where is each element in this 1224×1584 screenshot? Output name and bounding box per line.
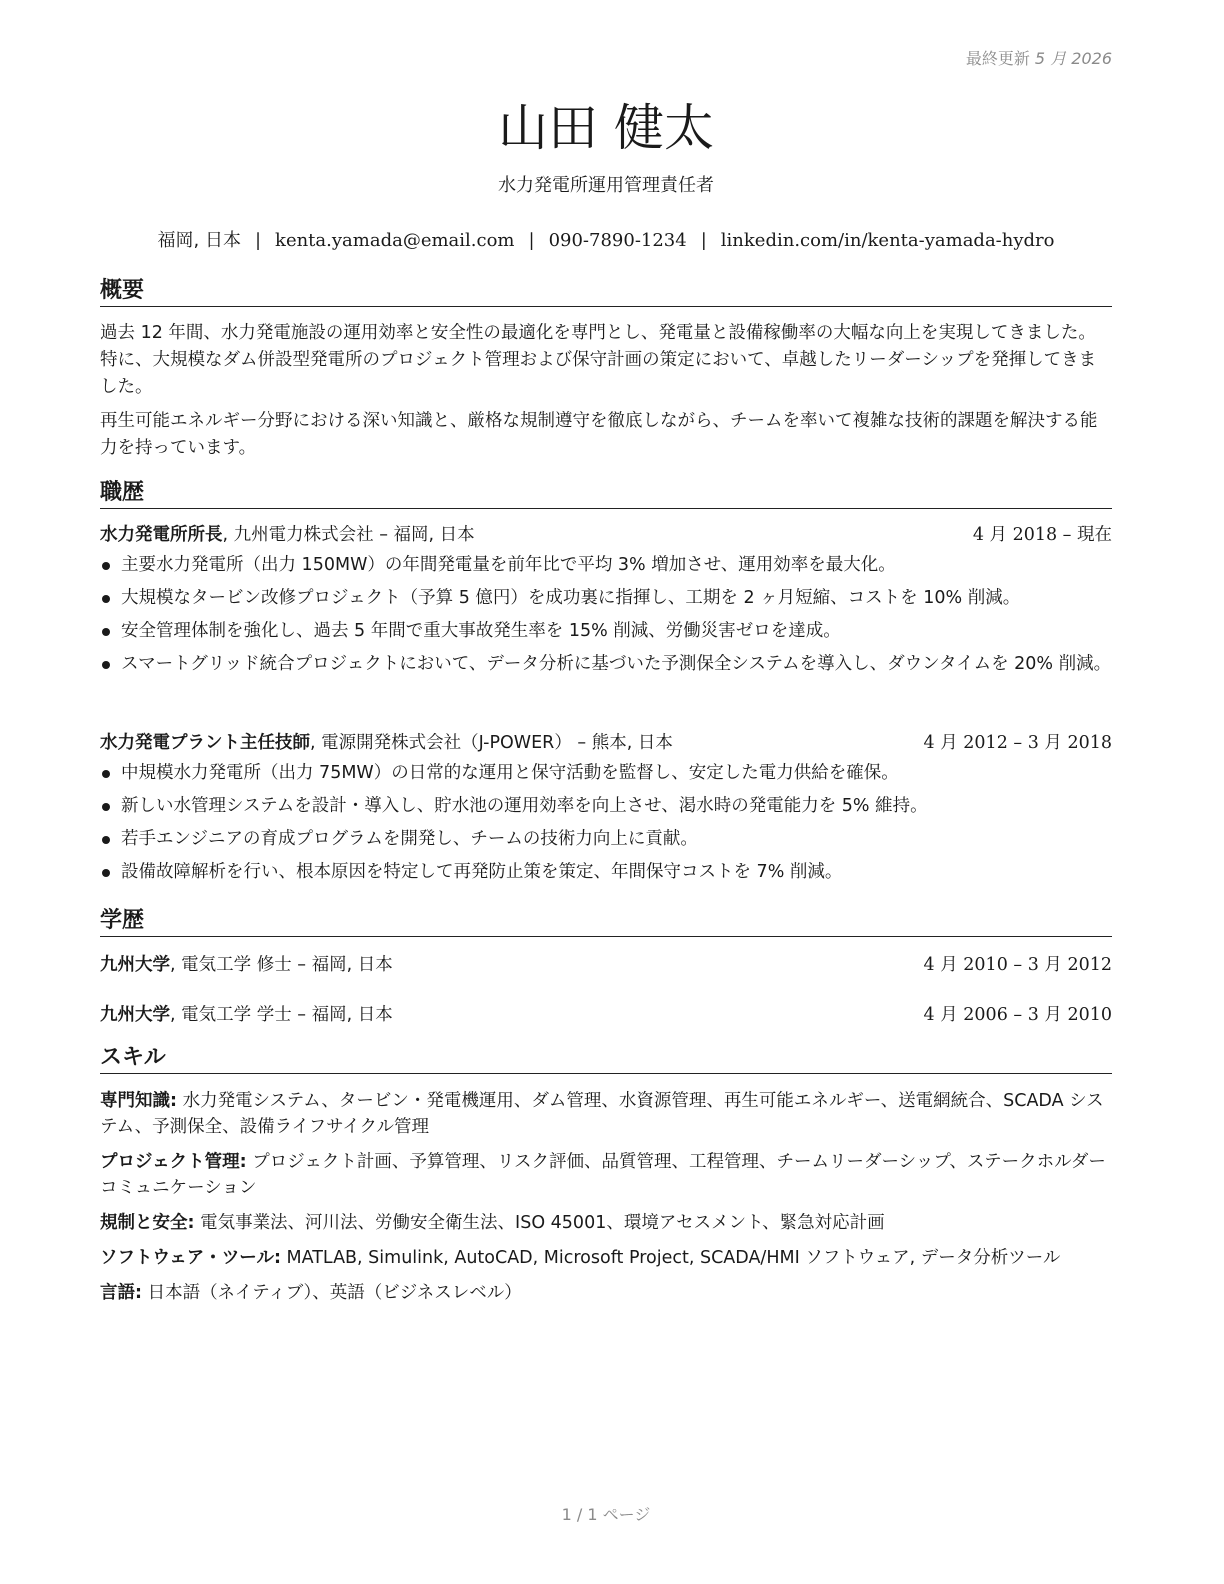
- list-item: スマートグリッド統合プロジェクトにおいて、データ分析に基づいた予測保全システムを導入し、ダウンタイムを 20% 削減。: [100, 651, 1112, 678]
- job-dates: 4 月 2018 – 現在: [972, 525, 1112, 545]
- skill-value: 水力発電システム、タービン・発電機運用、ダム管理、水資源管理、再生可能エネルギー、送電網統合、SCADA システム、予測保全、設備ライフサイクル管理: [100, 1091, 1104, 1137]
- candidate-name: 山田 健太: [498, 99, 714, 157]
- list-item: 中規模水力発電所（出力 75MW）の日常的な運用と保守活動を監督し、安定した電力供給を確保。: [100, 760, 1112, 787]
- section-title-education: 学歴: [100, 908, 1112, 937]
- job-dates: 4 月 2012 – 3 月 2018: [923, 733, 1112, 753]
- education-detail: , 電気工学 学士 – 福岡, 日本: [170, 1005, 393, 1025]
- candidate-role: 水力発電所運用管理責任者: [498, 175, 714, 196]
- job-bullets: [100, 552, 1112, 684]
- job-detail: , 電源開発株式会社（J-POWER） – 熊本, 日本: [310, 733, 673, 753]
- section-title-summary: 概要: [100, 278, 1112, 307]
- contact-separator: |: [700, 230, 707, 251]
- list-item: 設備故障解析を行い、根本原因を特定して再発防止策を策定、年間保守コストを 7% 削減。: [100, 859, 1112, 886]
- job-bullets: [100, 760, 1112, 892]
- job-title: 水力発電プラント主任技師: [100, 733, 310, 753]
- skills-list: [100, 1088, 1112, 1315]
- education-school: 九州大学: [100, 1005, 170, 1025]
- education-dates: 4 月 2010 – 3 月 2012: [923, 955, 1112, 975]
- education-dates: 4 月 2006 – 3 月 2010: [923, 1005, 1112, 1025]
- list-item: 主要水力発電所（出力 150MW）の年間発電量を前年比で平均 3% 増加させ、運用効率を最大化。: [100, 552, 1112, 579]
- skill-value: 電気事業法、河川法、労働安全衛生法、ISO 45001、環境アセスメント、緊急対応計画: [194, 1213, 885, 1233]
- education-item: [100, 1003, 1112, 1027]
- summary-paragraph: 再生可能エネルギー分野における深い知識と、厳格な規制遵守を徹底しながら、チームを率いて複雑な技術的課題を解決する能力を持っています。: [100, 411, 1098, 458]
- list-item: 大規模なタービン改修プロジェクト（予算 5 億円）を成功裏に指揮し、工期を 2 ヶ月短縮、コストを 10% 削減。: [100, 585, 1112, 612]
- skill-row: [100, 1210, 1112, 1236]
- job-header: [100, 523, 1112, 547]
- skill-key: プロジェクト管理:: [100, 1152, 247, 1172]
- skill-value: MATLAB, Simulink, AutoCAD, Microsoft Project, SCADA/HMI ソフトウェア, データ分析ツール: [280, 1248, 1061, 1268]
- skill-key: ソフトウェア・ツール:: [100, 1248, 281, 1268]
- skill-value: プロジェクト計画、予算管理、リスク評価、品質管理、工程管理、チームリーダーシップ、ステークホルダーコミュニケーション: [100, 1152, 1106, 1198]
- contact-email[interactable]: kenta.yamada@email.com: [275, 230, 515, 251]
- last-updated: [966, 46, 1112, 69]
- skill-row: [100, 1280, 1112, 1306]
- list-item: 新しい水管理システムを設計・導入し、貯水池の運用効率を向上させ、渇水時の発電能力を 5% 維持。: [100, 793, 1112, 820]
- skill-key: 専門知識:: [100, 1091, 177, 1111]
- job-title: 水力発電所所長: [100, 525, 223, 545]
- contact-separator: |: [528, 230, 535, 251]
- skill-key: 言語:: [100, 1283, 142, 1303]
- education-detail: , 電気工学 修士 – 福岡, 日本: [170, 955, 393, 975]
- section-title-skills: スキル: [100, 1045, 1112, 1074]
- last-updated-value: 5 月 2026: [1034, 49, 1112, 68]
- contact-location: 福岡, 日本: [157, 230, 241, 251]
- list-item: 安全管理体制を強化し、過去 5 年間で重大事故発生率を 15% 削減、労働災害ゼロを達成。: [100, 618, 1112, 645]
- skill-key: 規制と安全:: [100, 1213, 195, 1233]
- job-header: [100, 731, 1112, 755]
- education-item: [100, 953, 1112, 977]
- contact-line: [100, 226, 1112, 252]
- job-detail: , 九州電力株式会社 – 福岡, 日本: [222, 525, 475, 545]
- contact-phone[interactable]: 090-7890-1234: [548, 230, 687, 251]
- skill-value: 日本語（ネイティブ）、英語（ビジネスレベル）: [142, 1283, 522, 1303]
- skill-row: [100, 1088, 1112, 1140]
- summary-paragraph: 過去 12 年間、水力発電施設の運用効率と安全性の最適化を専門とし、発電量と設備稼働率の大幅な向上を実現してきました。特に、大規模なダム併設型発電所のプロジェクト管理および保守計画の策定において、卓越したリーダーシップを発揮してきました。: [100, 323, 1097, 397]
- section-title-experience: 職歴: [100, 480, 1112, 509]
- skill-row: [100, 1149, 1112, 1201]
- last-updated-label: 最終更新: [965, 49, 1030, 68]
- education-school: 九州大学: [100, 955, 170, 975]
- contact-separator: |: [254, 230, 262, 251]
- contact-linkedin[interactable]: linkedin.com/in/kenta-yamada-hydro: [720, 230, 1055, 251]
- list-item: 若手エンジニアの育成プログラムを開発し、チームの技術力向上に貢献。: [100, 826, 1112, 853]
- skill-row: [100, 1245, 1112, 1271]
- resume-page: [100, 0, 1112, 1584]
- page-indicator: 1 / 1 ページ: [561, 1505, 651, 1524]
